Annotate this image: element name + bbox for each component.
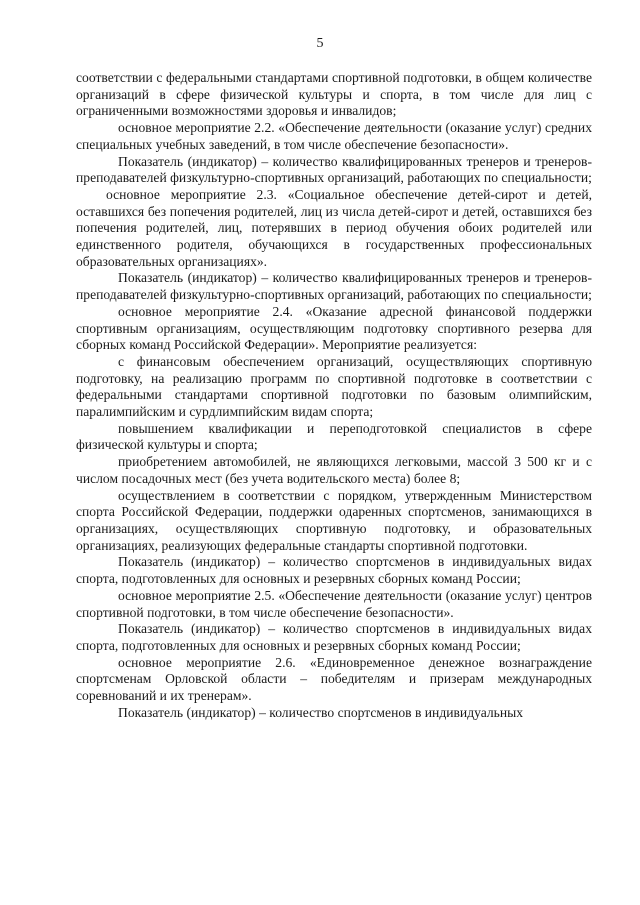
paragraph-measure-2-2: основное мероприятие 2.2. «Обеспечение деятельности (оказание услуг) средних специальных учебных заведений, в том числе обеспечение безопасности». xyxy=(76,120,592,152)
document-body xyxy=(76,70,592,721)
paragraph-list-item: приобретением автомобилей, не являющихся легковыми, массой 3 500 кг и с числом посадочных мест (без учета водительского места) более 8; xyxy=(76,454,592,486)
paragraph-indicator: Показатель (индикатор) – количество спортсменов в индивидуальных видах спорта, подготовленных для основных и резервных сборных команд России; xyxy=(76,554,592,587)
paragraph-measure-2-6: основное мероприятие 2.6. «Единовременное денежное вознаграждение спортсменам Орловской области – победителям и призерам международных соревнований и их тренерам». xyxy=(76,654,592,704)
paragraph-list-item: с финансовым обеспечением организаций, осуществляющих спортивную подготовку, на реализацию программ по спортивной подготовке в соответствии с федеральными стандартами спортивной подготовки по базовым олимпийским, паралимпийским и сурдлимпийским видам спорта; xyxy=(76,353,592,420)
paragraph-measure-2-3: основное мероприятие 2.3. «Социальное обеспечение детей-сирот и детей, оставшихся без попечения родителей, лиц из числа детей-сирот и детей, оставшихся без попечения родителей, лиц, потерявших в период обучения обоих родителей или единственного родителя, обучающихся в государственных профессиональных образовательных организациях». xyxy=(76,186,592,269)
paragraph-indicator: Показатель (индикатор) – количество квалифицированных тренеров и тренеров-преподавателей физкультурно-спортивных организаций, работающих по специальности; xyxy=(76,153,592,186)
paragraph-list-item: осуществлением в соответствии с порядком, утвержденным Министерством спорта Российской Федерации, поддержки одаренных спортсменов, занимающихся в организациях, осуществляющих спортивную подготовку, и образовательных организациях, реализующих федеральные стандарты спортивной подготовки. xyxy=(76,487,592,553)
paragraph-indicator: Показатель (индикатор) – количество спортсменов в индивидуальных видах спорта, подготовленных для основных и резервных сборных команд России; xyxy=(76,621,592,653)
paragraph-measure-2-4: основное мероприятие 2.4. «Оказание адресной финансовой поддержки спортивным организациям, осуществляющим подготовку спортивного резерва для сборных команд Российской Федерации». Мероприятие реализуется: xyxy=(76,303,592,353)
paragraph-indicator: Показатель (индикатор) – количество квалифицированных тренеров и тренеров-преподавателей физкультурно-спортивных организаций, работающих по специальности; xyxy=(76,270,592,303)
paragraph-continuation: соответствии с федеральными стандартами спортивной подготовки, в общем количестве организаций в сфере физической культуры и спорта, в том числе для лиц с ограниченными возможностями здоровья и инвалидов; xyxy=(76,70,592,119)
paragraph-measure-2-5: основное мероприятие 2.5. «Обеспечение деятельности (оказание услуг) центров спортивной подготовки, в том числе обеспечение безопасности». xyxy=(76,587,592,620)
paragraph-list-item: повышением квалификации и переподготовкой специалистов в сфере физической культуры и спорта; xyxy=(76,420,592,453)
paragraph-indicator: Показатель (индикатор) – количество спортсменов в индивидуальных xyxy=(118,704,524,720)
page-number: 5 xyxy=(316,36,324,51)
